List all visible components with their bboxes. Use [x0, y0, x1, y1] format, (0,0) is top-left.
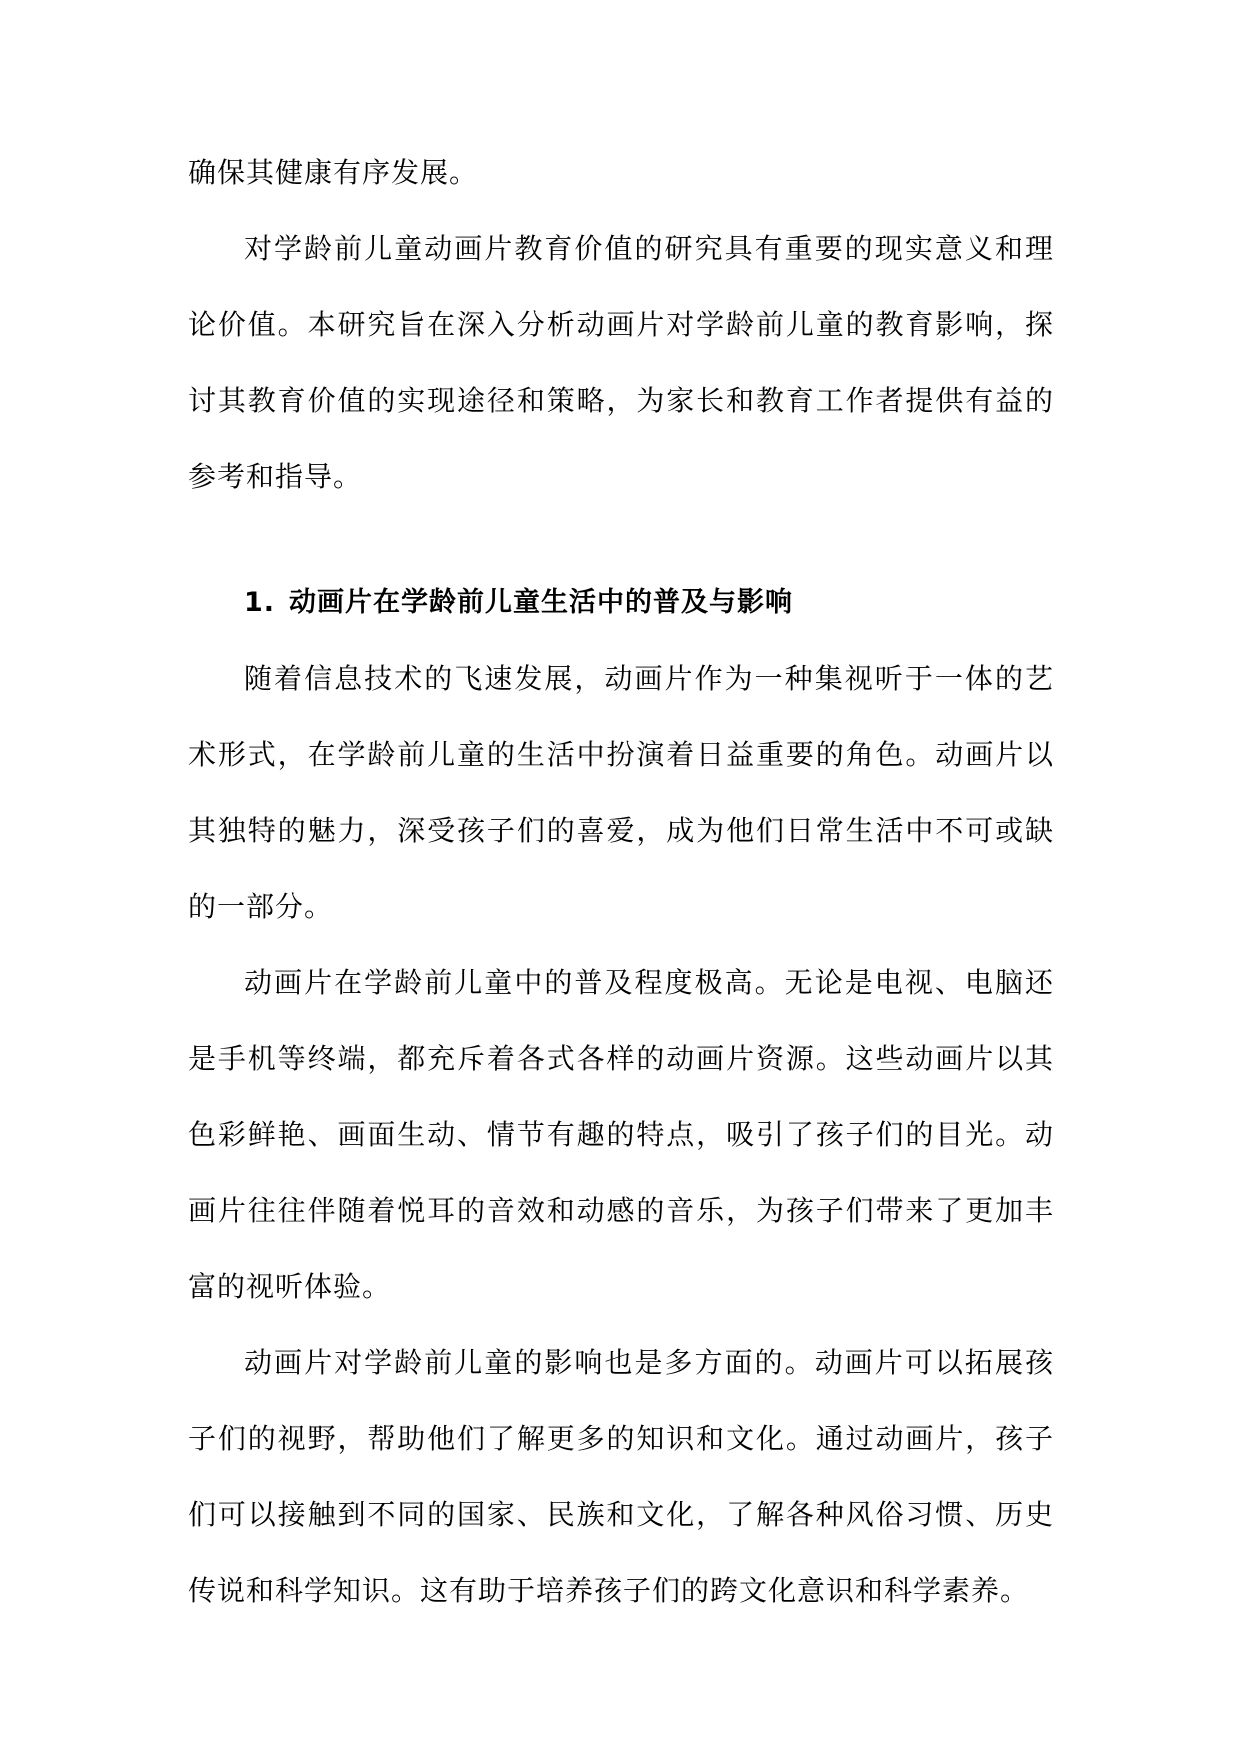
paragraph-research-significance: 对学龄前儿童动画片教育价值的研究具有重要的现实意义和理论价值。本研究旨在深入分析动画片对学龄前儿童的教育影响，探讨其教育价值的实现途径和策略，为家长和教育工作者提供有益的参考和指导。: [188, 232, 1054, 493]
paragraph-animation-popularity: 动画片在学龄前儿童中的普及程度极高。无论是电视、电脑还是手机等终端，都充斥着各式各样的动画片资源。这些动画片以其色彩鲜艳、画面生动、情节有趣的特点，吸引了孩子们的目光。动画片往往伴随着悦耳的音效和动感的音乐，为孩子们带来了更加丰富的视听体验。: [188, 966, 1054, 1303]
section-number: 1.: [244, 587, 276, 618]
section-heading: [188, 565, 1054, 641]
paragraph-continuation: 确保其健康有序发展。: [188, 156, 479, 189]
document-body: [188, 145, 1054, 1629]
paragraph-animation-role: 随着信息技术的飞速发展，动画片作为一种集视听于一体的艺术形式，在学龄前儿童的生活中扮演着日益重要的角色。动画片以其独特的魅力，深受孩子们的喜爱，成为他们日常生活中不可或缺的一部分。: [188, 662, 1054, 923]
paragraph-animation-influence: 动画片对学龄前儿童的影响也是多方面的。动画片可以拓展孩子们的视野，帮助他们了解更多的知识和文化。通过动画片，孩子们可以接触到不同的国家、民族和文化，了解各种风俗习惯、历史传说和科学知识。这有助于培养孩子们的跨文化意识和科学素养。: [188, 1346, 1054, 1607]
section-title: 动画片在学龄前儿童生活中的普及与影响: [289, 587, 794, 618]
